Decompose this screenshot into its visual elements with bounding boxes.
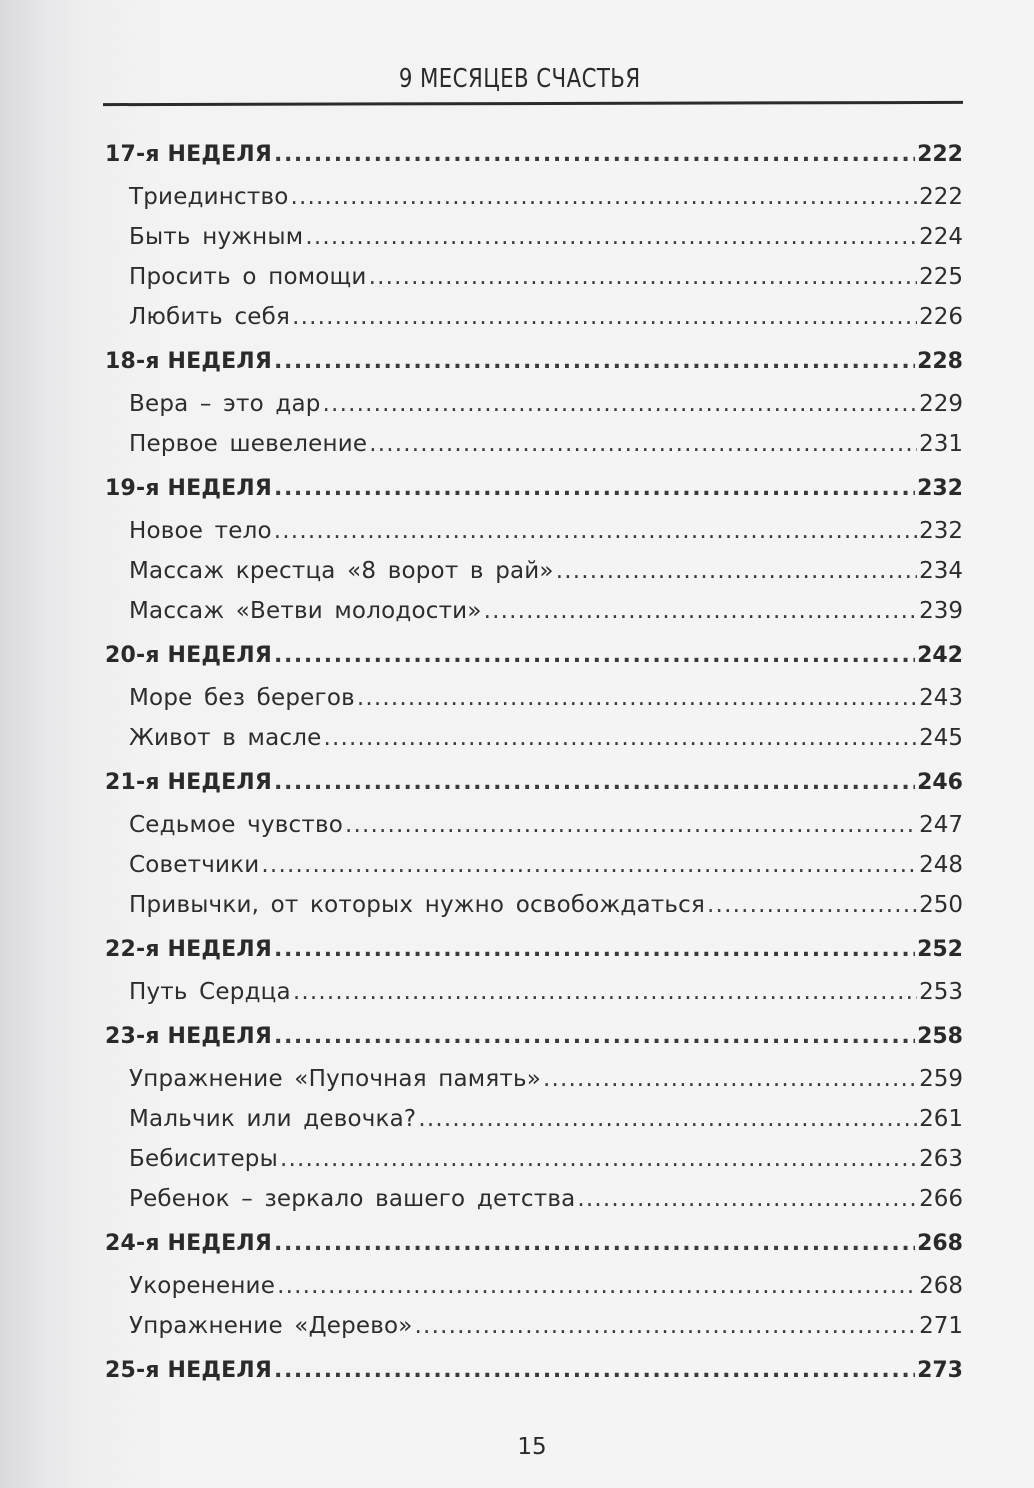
toc-sub-entry [105,1266,963,1306]
dot-leader [274,132,915,177]
dot-leader [293,972,917,1012]
toc-entry-title: Триединство [129,184,289,210]
toc-entry-page: 250 [919,892,963,918]
toc-entry-title: Море без берегов [129,685,355,711]
toc-week-entry [105,760,963,805]
toc-entry-page: 225 [919,264,963,290]
dot-leader [292,297,917,337]
toc-entry-page: 232 [919,518,963,544]
toc-entry-page: 268 [917,1231,963,1256]
toc-entry-page: 229 [919,391,963,417]
toc-week-entry [105,1014,963,1059]
toc-entry-page: 266 [919,1186,963,1212]
dot-leader [274,760,915,805]
toc-entry-title: Живот в масле [129,725,322,751]
dot-leader [280,1139,917,1179]
dot-leader [261,845,917,885]
dot-leader [369,424,917,464]
toc-entry-page: 232 [917,476,963,501]
toc-week-entry [105,339,963,384]
dot-leader [274,466,915,511]
toc-entry-page: 234 [919,558,963,584]
toc-week-entry [105,132,963,177]
toc-sub-entry [105,591,963,631]
toc-entry-title: 24-я НЕДЕЛЯ [105,1231,273,1256]
toc-entry-page: 247 [919,812,963,838]
dot-leader [274,633,915,678]
toc-sub-entry [105,718,963,758]
toc-sub-entry [105,1139,963,1179]
toc-entry-page: 271 [919,1313,963,1339]
toc-sub-entry [105,1099,963,1139]
toc-week-entry [105,1221,963,1266]
dot-leader [556,551,917,591]
toc-entry-page: 248 [919,852,963,878]
toc-sub-entry [105,384,963,424]
toc-sub-entry [105,257,963,297]
toc-entry-page: 246 [917,770,963,795]
toc-entry-title: Любить себя [129,304,291,330]
dot-leader [357,678,917,718]
toc-entry-title: 23-я НЕДЕЛЯ [105,1024,273,1049]
running-header: 9 МЕСЯЦЕВ СЧАСТЬЯ [398,64,641,94]
toc-entry-page: 239 [919,598,963,624]
toc-entry-page: 273 [917,1358,963,1383]
toc-sub-entry [105,297,963,337]
toc-sub-entry [105,972,963,1012]
toc-entry-title: 17-я НЕДЕЛЯ [105,142,273,167]
toc-entry-page: 242 [917,643,963,668]
toc-week-entry [105,466,963,511]
toc-entry-title: Быть нужным [129,224,304,250]
toc-entry-title: Упражнение «Пупочная память» [129,1066,542,1092]
toc-entry-title: Массаж «Ветви молодости» [129,598,482,624]
dot-leader [484,591,917,631]
dot-leader [418,1099,917,1139]
toc-entry-title: Бебиситеры [129,1146,278,1172]
toc-sub-entry [105,217,963,257]
toc-entry-title: Ребенок – зеркало вашего детства [129,1186,576,1212]
toc-entry-page: 263 [919,1146,963,1172]
toc-sub-entry [105,678,963,718]
toc-entry-page: 268 [919,1273,963,1299]
toc-week-entry [105,633,963,678]
dot-leader [305,217,917,257]
toc-sub-entry [105,845,963,885]
dot-leader [323,718,917,758]
toc-entry-title: 19-я НЕДЕЛЯ [105,476,273,501]
toc-sub-entry [105,1306,963,1346]
toc-sub-entry [105,177,963,217]
dot-leader [277,1266,917,1306]
toc-entry-page: 243 [919,685,963,711]
toc-entry-page: 228 [917,349,963,374]
dot-leader [543,1059,917,1099]
dot-leader [274,1348,915,1393]
toc-sub-entry [105,805,963,845]
toc-entry-title: Первое шевеление [129,431,368,457]
toc-entry-page: 222 [919,184,963,210]
toc-entry-title: 18-я НЕДЕЛЯ [105,349,273,374]
toc-entry-title: Просить о помощи [129,264,367,290]
toc-entry-title: Укоренение [129,1273,276,1299]
toc-entry-page: 252 [917,937,963,962]
toc-entry-page: 224 [919,224,963,250]
dot-leader [274,927,915,972]
toc-entry-page: 226 [919,304,963,330]
dot-leader [274,1014,915,1059]
dot-leader [323,384,917,424]
toc-week-entry [105,927,963,972]
toc-entry-page: 222 [917,142,963,167]
toc-entry-page: 261 [919,1106,963,1132]
toc-entry-page: 245 [919,725,963,751]
dot-leader [274,1221,915,1266]
toc-entry-page: 258 [917,1024,963,1049]
dot-leader [577,1179,917,1219]
toc-sub-entry [105,424,963,464]
toc-sub-entry [105,885,963,925]
toc-entry-title: Новое тело [129,518,272,544]
toc-sub-entry [105,1179,963,1219]
toc-entry-page: 259 [919,1066,963,1092]
dot-leader [274,511,917,551]
toc-entry-title: 20-я НЕДЕЛЯ [105,643,273,668]
toc-sub-entry [105,511,963,551]
toc-entry-title: 21-я НЕДЕЛЯ [105,770,273,795]
toc-entry-page: 253 [919,979,963,1005]
toc-entry-title: Привычки, от которых нужно освобождаться [129,892,706,918]
toc-entry-title: Массаж крестца «8 ворот в рай» [129,558,554,584]
toc-entry-title: Седьмое чувство [129,812,343,838]
toc-entry-title: Путь Сердца [129,979,291,1005]
toc-sub-entry [105,1059,963,1099]
toc-entry-page: 231 [919,431,963,457]
toc-entry-title: 22-я НЕДЕЛЯ [105,937,273,962]
dot-leader [291,177,917,217]
header-rule [103,101,963,106]
toc-entry-title: Мальчик или девочка? [129,1106,417,1132]
toc-sub-entry [105,551,963,591]
table-of-contents [105,130,963,1393]
toc-week-entry [105,1348,963,1393]
dot-leader [415,1306,917,1346]
dot-leader [345,805,917,845]
page-number: 15 [517,1434,547,1460]
toc-entry-title: Вера – это дар [129,391,321,417]
dot-leader [369,257,917,297]
dot-leader [707,885,917,925]
toc-entry-title: Советчики [129,852,260,878]
dot-leader [274,339,915,384]
toc-entry-title: Упражнение «Дерево» [129,1313,413,1339]
toc-entry-title: 25-я НЕДЕЛЯ [105,1358,273,1383]
